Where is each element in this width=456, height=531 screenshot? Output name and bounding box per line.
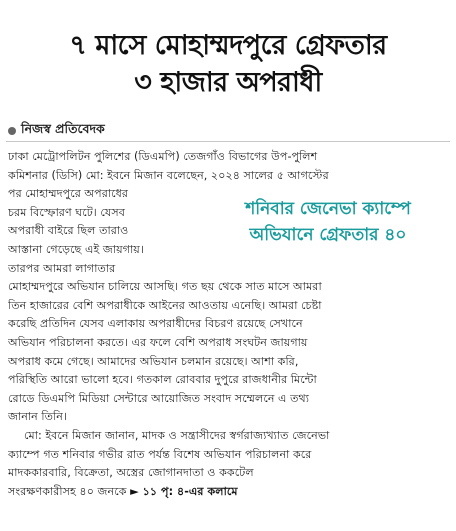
body-line: অপরাধ কমে গেছে। আমাদের অভিযান চলমান রয়েছে। আশা করি,: [8, 354, 299, 368]
pull-quote-line-1: শনিবার জেনেভা ক্যাম্পে: [245, 199, 411, 219]
body-line: মোহাম্মদপুরে অভিযান চালিয়ে আসছি। গত ছয় থেকে সাত মাসে আমরা: [8, 280, 322, 294]
byline: [8, 121, 105, 141]
body-line-text: সংরক্ষণকারীসহ ৪০ জনকে: [8, 484, 127, 498]
body-line: অপরাধী বাইরে ছিল তারাও: [8, 224, 129, 238]
body-line: আস্তানা গেড়েছে এই জায়গায়।: [8, 242, 144, 256]
continuation-link[interactable]: ► ১১ পৃ: ৪-এর কলামে: [130, 484, 238, 498]
headline: [6, 27, 450, 101]
body-line: পরিস্থিতি আরো ভালো হবে। গতকাল রোববার দুপুরে রাজধানীর মিন্টো: [8, 373, 317, 387]
body-line: পর মোহাম্মদপুরে অপরাধের: [8, 187, 129, 201]
body-line: অভিযান পরিচালনা করতে। এর ফলে বেশি অপরাধ সংঘটন জায়গায়: [8, 335, 308, 349]
byline-text: নিজস্ব প্রতিবেদক: [21, 121, 105, 136]
headline-line-1: ৭ মাসে মোহাম্মদপুরে গ্রেফতার: [69, 30, 387, 62]
body-line: ঢাকা মেট্রোপলিটন পুলিশের (ডিএমপি) তেজগাঁও বিভাগের উপ-পুলিশ: [8, 150, 318, 163]
body-line: তারপর আমরা লাগাতার: [8, 261, 116, 275]
body-line: মাদককারবারি, বিক্রেতা, অস্ত্রের জোগানদাতা ও ককটেল: [8, 466, 254, 480]
body-line: [8, 483, 448, 502]
body-line: কমিশনার (ডিসি) মো: ইবনে মিজান বলেছেন, ২০২৪ সালের ৫ আগস্টের: [8, 168, 329, 182]
body-line: তিন হাজারের বেশি অপরাধীকে আইনের আওতায় এনেছি। আমরা চেষ্টা: [8, 298, 322, 312]
pull-quote-line-2: অভিযানে গ্রেফতার ৪০: [249, 225, 407, 245]
divider: [6, 141, 450, 142]
headline-line-2: ৩ হাজার অপরাধী: [134, 67, 322, 99]
body-line: করেছি প্রতিদিন যেসব এলাকায় অপরাধীদের বিচরণ রয়েছে সেখানে: [8, 317, 303, 331]
pull-quote: [206, 196, 450, 268]
body-line: ক্যাম্পে গত শনিবার গভীর রাত পর্যন্ত বিশেষ অভিযান পরিচালনা করে: [8, 447, 312, 461]
body-line: চরম বিস্ফোরণ ঘটে। যেসব: [8, 205, 125, 219]
body-line: রোডে ডিএমপি মিডিয়া সেন্টারে আয়োজিত সংবাদ সম্মেলনে এ তথ্য: [8, 391, 310, 405]
bullet-icon: [8, 127, 16, 135]
body-line: মো: ইবনে মিজান জানান, মাদক ও সন্ত্রাসীদের স্বর্গরাজ্যখ্যাত জেনেভা: [24, 428, 330, 442]
body-line: জানান তিনি।: [8, 410, 67, 424]
